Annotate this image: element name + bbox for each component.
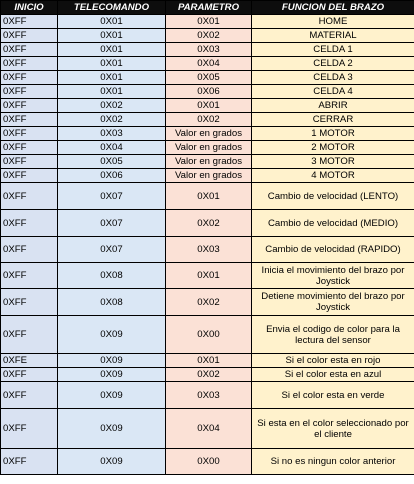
cell-inicio: 0XFF [1, 29, 58, 43]
cell-inicio: 0XFF [1, 57, 58, 71]
cell-funcion: Si el color esta en rojo [252, 354, 414, 368]
cell-inicio: 0XFF [1, 368, 58, 382]
cell-parametro: 0X04 [166, 409, 252, 449]
cell-telecomando: 0X06 [58, 169, 166, 183]
cell-inicio: 0XFF [1, 155, 58, 169]
table-body [1, 15, 414, 475]
cell-funcion: ABRIR [252, 99, 414, 113]
cell-inicio: 0XFF [1, 43, 58, 57]
cell-funcion: MATERIAL [252, 29, 414, 43]
cell-telecomando: 0X04 [58, 141, 166, 155]
cell-telecomando: 0X07 [58, 210, 166, 237]
cell-funcion: CELDA 4 [252, 85, 414, 99]
header-parametro: PARAMETRO [166, 1, 252, 15]
cell-parametro: 0X04 [166, 57, 252, 71]
cell-funcion: CELDA 2 [252, 57, 414, 71]
cell-telecomando: 0X08 [58, 289, 166, 316]
cell-inicio: 0XFF [1, 289, 58, 316]
cell-telecomando: 0X09 [58, 316, 166, 354]
cell-inicio: 0XFF [1, 382, 58, 409]
table-row [1, 316, 414, 354]
table-row [1, 368, 414, 382]
cell-parametro: 0X02 [166, 113, 252, 127]
table-header [1, 1, 414, 15]
table-row [1, 29, 414, 43]
cell-telecomando: 0X01 [58, 43, 166, 57]
table-row [1, 127, 414, 141]
cell-funcion: Cambio de velocidad (RAPIDO) [252, 237, 414, 263]
table-row [1, 382, 414, 409]
cell-funcion: Envia el codigo de color para la lectura del sensor [252, 316, 414, 354]
cell-inicio: 0XFF [1, 15, 58, 29]
table-row [1, 210, 414, 237]
cell-parametro: 0X01 [166, 15, 252, 29]
table-row [1, 113, 414, 127]
cell-funcion: Cambio de velocidad (MEDIO) [252, 210, 414, 237]
cell-funcion: 2 MOTOR [252, 141, 414, 155]
cell-parametro: 0X03 [166, 237, 252, 263]
cell-parametro: 0X01 [166, 99, 252, 113]
cell-funcion: CELDA 3 [252, 71, 414, 85]
cell-funcion: 1 MOTOR [252, 127, 414, 141]
cell-parametro: 0X02 [166, 289, 252, 316]
cell-funcion: 3 MOTOR [252, 155, 414, 169]
cell-inicio: 0XFF [1, 71, 58, 85]
cell-funcion: Cambio de velocidad (LENTO) [252, 183, 414, 210]
table-row [1, 85, 414, 99]
cell-inicio: 0XFF [1, 99, 58, 113]
header-inicio: INICIO [1, 1, 58, 15]
cell-inicio: 0XFF [1, 237, 58, 263]
cell-funcion: CELDA 1 [252, 43, 414, 57]
cell-telecomando: 0X02 [58, 113, 166, 127]
cell-funcion: Si esta en el color seleccionado por el cliente [252, 409, 414, 449]
cell-funcion: CERRAR [252, 113, 414, 127]
cell-telecomando: 0X01 [58, 29, 166, 43]
cell-telecomando: 0X03 [58, 127, 166, 141]
cell-telecomando: 0X08 [58, 263, 166, 289]
table-row [1, 237, 414, 263]
cell-parametro: Valor en grados [166, 141, 252, 155]
table-row [1, 43, 414, 57]
cell-telecomando: 0X09 [58, 409, 166, 449]
cell-parametro: 0X00 [166, 449, 252, 475]
cell-parametro: 0X06 [166, 85, 252, 99]
cell-parametro: 0X01 [166, 354, 252, 368]
cell-inicio: 0XFE [1, 354, 58, 368]
cell-telecomando: 0X07 [58, 237, 166, 263]
cell-telecomando: 0X09 [58, 382, 166, 409]
cell-funcion: Si el color esta en azul [252, 368, 414, 382]
cell-telecomando: 0X09 [58, 354, 166, 368]
cell-telecomando: 0X01 [58, 15, 166, 29]
table-row [1, 15, 414, 29]
cell-inicio: 0XFF [1, 127, 58, 141]
cell-inicio: 0XFF [1, 85, 58, 99]
cell-parametro: 0X02 [166, 210, 252, 237]
table-row [1, 57, 414, 71]
cell-inicio: 0XFF [1, 409, 58, 449]
header-funcion: FUNCION DEL BRAZO [252, 1, 414, 15]
cell-inicio: 0XFF [1, 183, 58, 210]
table-row [1, 141, 414, 155]
cell-parametro: 0X02 [166, 368, 252, 382]
cell-funcion: Inicia el movimiento del brazo por Joystick [252, 263, 414, 289]
cell-telecomando: 0X09 [58, 368, 166, 382]
cell-telecomando: 0X09 [58, 449, 166, 475]
cell-parametro: 0X02 [166, 29, 252, 43]
cell-funcion: HOME [252, 15, 414, 29]
cell-inicio: 0XFF [1, 316, 58, 354]
cell-telecomando: 0X07 [58, 183, 166, 210]
cell-telecomando: 0X01 [58, 57, 166, 71]
cell-inicio: 0XFF [1, 449, 58, 475]
table-row [1, 449, 414, 475]
table-row [1, 263, 414, 289]
table-row [1, 99, 414, 113]
cell-parametro: 0X01 [166, 263, 252, 289]
cell-parametro: Valor en grados [166, 127, 252, 141]
table-row [1, 409, 414, 449]
header-row [1, 1, 414, 15]
cell-parametro: 0X03 [166, 43, 252, 57]
cell-telecomando: 0X05 [58, 155, 166, 169]
cell-parametro: 0X01 [166, 183, 252, 210]
table-row [1, 155, 414, 169]
cell-telecomando: 0X01 [58, 71, 166, 85]
table-row [1, 71, 414, 85]
table-row [1, 354, 414, 368]
cell-parametro: Valor en grados [166, 155, 252, 169]
cell-inicio: 0XFF [1, 210, 58, 237]
cell-parametro: 0X05 [166, 71, 252, 85]
cell-inicio: 0XFF [1, 263, 58, 289]
cell-funcion: 4 MOTOR [252, 169, 414, 183]
cell-parametro: Valor en grados [166, 169, 252, 183]
cell-parametro: 0X00 [166, 316, 252, 354]
header-telecomando: TELECOMANDO [58, 1, 166, 15]
cell-inicio: 0XFF [1, 169, 58, 183]
table-row [1, 169, 414, 183]
cell-inicio: 0XFF [1, 141, 58, 155]
cell-funcion: Detiene movimiento del brazo por Joystick [252, 289, 414, 316]
table-row [1, 289, 414, 316]
cell-funcion: Si el color esta en verde [252, 382, 414, 409]
cell-funcion: Si no es ningun color anterior [252, 449, 414, 475]
cell-inicio: 0XFF [1, 113, 58, 127]
cell-telecomando: 0X01 [58, 85, 166, 99]
table-row [1, 183, 414, 210]
cell-parametro: 0X03 [166, 382, 252, 409]
cell-telecomando: 0X02 [58, 99, 166, 113]
